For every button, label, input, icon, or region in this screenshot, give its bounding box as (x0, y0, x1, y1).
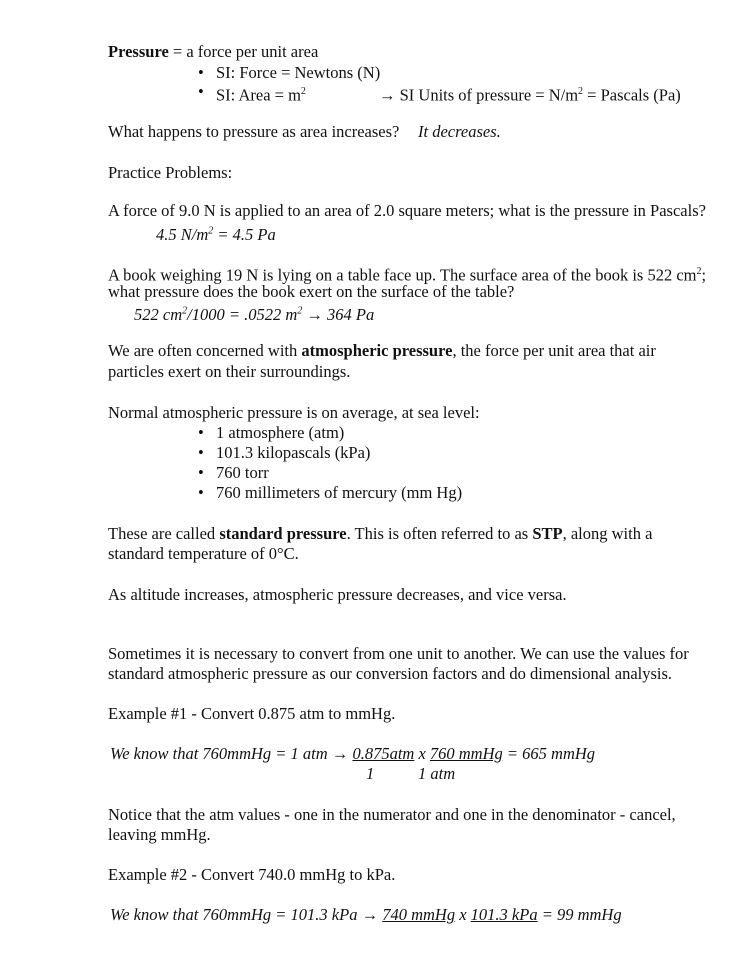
problem-2-line-1: A book weighing 19 N is lying on a table face up. The surface area of the book is 522 $cm^2$; (108, 265, 707, 285)
si-units: → SI Units of pressure = $N/m^2$ = Pascals (Pa) (379, 85, 681, 105)
practice-heading: Practice Problems: (108, 163, 233, 182)
example-1-denominator-2: 1 atm (418, 764, 456, 783)
normal-pressure: Normal atmospheric pressure is on average, at sea level: (108, 403, 480, 422)
conversion-2: standard atmospheric pressure as our conversion factors and do dimensional analysis. (108, 664, 673, 683)
conversion-1: Sometimes it is necessary to convert from one unit to another. We can use the values for (108, 644, 689, 663)
example-1-work: We know that 760mmHg = 1 atm → 0.875atm x 760 mmHg = 665 mmHg (110, 744, 596, 763)
answer-2: 522 $cm^2/1000 = .0522$ $m^2 \to 364$ Pa (134, 304, 375, 324)
problem-1: A force of 9.0 N is applied to an area of 2.0 square meters; what is the pressure in Pascals? (108, 201, 706, 220)
standard-pressure-2: standard temperature of 0°C. (108, 544, 299, 563)
answer-1: 4.5 $N/m^2 = 4.5$ Pa (156, 224, 276, 244)
note-2: leaving mmHg. (108, 825, 211, 844)
atm-intro-1: We are often concerned with atmospheric pressure, the force per unit area that air (108, 341, 656, 360)
list-item: • 101.3 kilopascals (kPa) (216, 443, 370, 463)
bullet-force: • SI: Force = Newtons (N) (216, 63, 380, 83)
example-2-title: Example #2 - Convert 740.0 mmHg to kPa. (108, 865, 396, 884)
list-item: • 760 millimeters of mercury (mm Hg) (216, 483, 462, 503)
term: Pressure (108, 42, 169, 61)
note-1: Notice that the atm values - one in the numerator and one in the denominator - cancel, (108, 805, 676, 824)
example-1-title: Example #1 - Convert 0.875 atm to mmHg. (108, 704, 396, 723)
answer: It decreases. (418, 122, 501, 141)
bullet-area: • SI: Area = $m^2$ (216, 82, 306, 106)
question: What happens to pressure as area increases? (108, 122, 400, 141)
altitude: As altitude increases, atmospheric pressure decreases, and vice versa. (108, 585, 567, 604)
pressure-definition (108, 42, 318, 62)
standard-pressure-1: These are called standard pressure. This is often referred to as STP, along with a (108, 524, 653, 543)
definition: = a force per unit area (168, 42, 319, 61)
atm-intro-2: particles exert on their surroundings. (108, 362, 351, 381)
problem-2-line-2: what pressure does the book exert on the surface of the table? (108, 282, 515, 301)
example-2-work: We know that 760mmHg = 101.3 kPa → 740 mmHg x 101.3 kPa = 99 mmHg (110, 905, 622, 924)
list-item: • 760 torr (216, 463, 269, 483)
list-item: • 1 atmosphere (atm) (216, 423, 344, 443)
example-1-denominator-1: 1 (366, 764, 375, 783)
